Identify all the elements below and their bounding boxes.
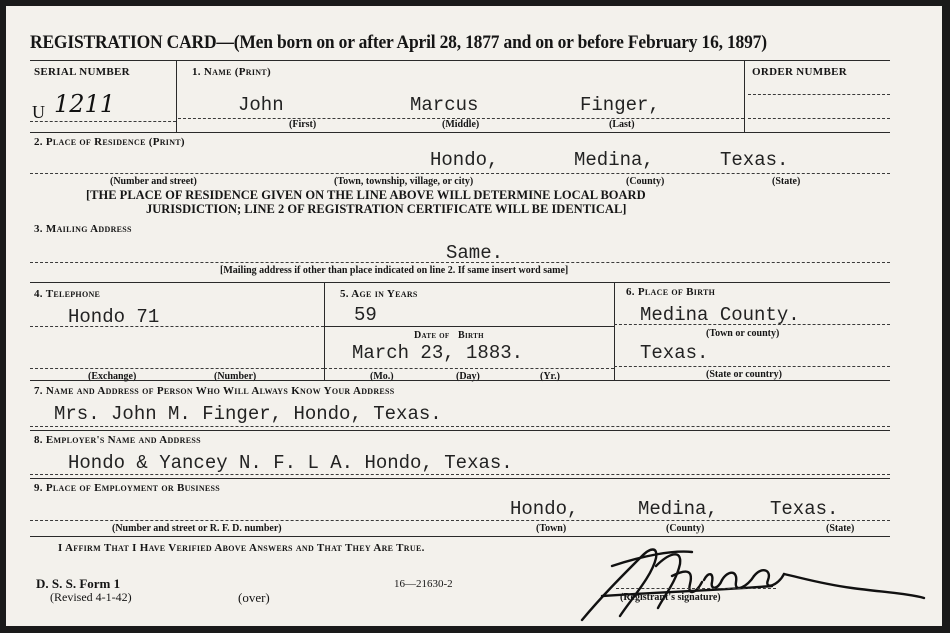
telephone-dotted-line-1: [30, 326, 324, 327]
residence-county-value: Medina,: [574, 149, 654, 171]
contact-rule: [30, 430, 890, 431]
age-label: 5. Age in Years: [340, 288, 418, 300]
signature-caption: (Registrant's signature): [620, 592, 721, 603]
age-value: 59: [354, 304, 377, 326]
form-code: 16—21630-2: [394, 578, 453, 590]
employment-county-value: Medina,: [638, 498, 718, 520]
serial-divider: [176, 60, 177, 132]
contact-dotted-line: [30, 426, 890, 427]
tel-age-divider: [324, 282, 325, 380]
dob-label-1: Date of: [414, 330, 450, 341]
form-revised: (Revised 4-1-42): [50, 590, 132, 604]
residence-street-caption: (Number and street): [110, 176, 197, 187]
serial-number-value: 1211: [54, 90, 116, 118]
mailing-note: [Mailing address if other than place indicated on line 2. If same insert word same]: [220, 265, 569, 276]
birthplace-town-caption: (Town or county): [706, 328, 780, 339]
residence-notice-line2: JURISDICTION; LINE 2 OF REGISTRATION CERTIFICATE WILL BE IDENTICAL]: [146, 202, 627, 216]
affirmation-text: I Affirm That I Have Verified Above Answers and That They Are True.: [58, 542, 425, 554]
name-label: 1. Name (Print): [192, 66, 271, 78]
order-number-label: ORDER NUMBER: [752, 66, 847, 78]
employment-state-value: Texas.: [770, 498, 839, 520]
employment-state-caption: (State): [826, 523, 855, 534]
residence-state-caption: (State): [772, 176, 801, 187]
employment-street-caption: (Number and street or R. F. D. number): [112, 523, 282, 534]
form-name: D. S. S. Form 1: [36, 576, 121, 591]
dob-dotted-line: [324, 368, 614, 369]
birthplace-town-value: Medina County.: [640, 304, 800, 326]
dob-label-2: Birth: [458, 330, 484, 341]
employer-value: Hondo & Yancey N. F. L A. Hondo, Texas.: [68, 452, 513, 474]
order-dotted-line-1: [748, 94, 890, 95]
dob-day-caption: (Day): [456, 371, 480, 382]
mailing-address-label: 3. Mailing Address: [34, 223, 132, 235]
telephone-number-caption: (Number): [214, 371, 257, 382]
employer-label: 8. Employer's Name and Address: [34, 434, 201, 446]
form-over: (over): [238, 590, 270, 605]
dob-value: March 23, 1883.: [352, 342, 524, 364]
contact-value: Mrs. John M. Finger, Hondo, Texas.: [54, 403, 442, 425]
mailing-dotted-line: [30, 262, 890, 263]
birthplace-dotted-line-1: [614, 324, 890, 325]
serial-number-label: SERIAL NUMBER: [34, 66, 130, 78]
residence-town-value: Hondo,: [430, 149, 499, 171]
employment-county-caption: (County): [666, 523, 705, 534]
employer-rule: [30, 478, 890, 479]
serial-prefix: U: [32, 102, 45, 122]
birthplace-state-value: Texas.: [640, 342, 709, 364]
employment-dotted-line: [30, 520, 890, 521]
name-middle-value: Marcus: [410, 94, 479, 116]
mailing-rule: [30, 282, 890, 283]
dob-month-caption: (Mo.): [370, 371, 394, 382]
order-divider: [744, 60, 745, 132]
birthplace-state-caption: (State or country): [706, 369, 782, 380]
registration-card: [6, 6, 942, 626]
birthplace-label: 6. Place of Birth: [626, 286, 716, 298]
row1-rule: [30, 132, 890, 133]
order-dotted-line-2: [748, 118, 890, 119]
name-first-value: John: [238, 94, 284, 116]
telephone-value: Hondo 71: [68, 306, 160, 328]
residence-notice-line1: [THE PLACE OF RESIDENCE GIVEN ON THE LINE ABOVE WILL DETERMINE LOCAL BOARD: [86, 188, 646, 202]
card-title: REGISTRATION CARD—(Men born on or after April 28, 1877 and on or before February 16, 1897): [30, 32, 767, 53]
registrant-signature: [572, 536, 932, 626]
residence-county-caption: (County): [626, 176, 665, 187]
residence-town-caption: (Town, township, village, or city): [334, 176, 474, 187]
birth-rule: [30, 380, 890, 381]
title-rule: [30, 60, 890, 61]
contact-label: 7. Name and Address of Person Who Will Always Know Your Address: [34, 385, 395, 397]
employer-dotted-line: [30, 474, 890, 475]
name-middle-caption: (Middle): [442, 119, 480, 130]
signature-dotted-line: [616, 588, 776, 589]
telephone-dotted-line-2: [30, 368, 324, 369]
name-first-caption: (First): [289, 119, 317, 130]
residence-label: 2. Place of Residence (Print): [34, 136, 185, 148]
age-rule: [324, 326, 614, 327]
birthplace-dotted-line-2: [614, 366, 890, 367]
telephone-exchange-caption: (Exchange): [88, 371, 137, 382]
residence-dotted-line: [30, 173, 890, 174]
employment-town-value: Hondo,: [510, 498, 579, 520]
telephone-label: 4. Telephone: [34, 288, 101, 300]
employment-town-caption: (Town): [536, 523, 567, 534]
employment-label: 9. Place of Employment or Business: [34, 482, 221, 494]
name-last-caption: (Last): [609, 119, 635, 130]
dob-year-caption: (Yr.): [540, 371, 560, 382]
name-last-value: Finger,: [580, 94, 660, 116]
residence-state-value: Texas.: [720, 149, 789, 171]
serial-dotted-line: [30, 121, 176, 122]
mailing-address-value: Same.: [446, 242, 504, 264]
